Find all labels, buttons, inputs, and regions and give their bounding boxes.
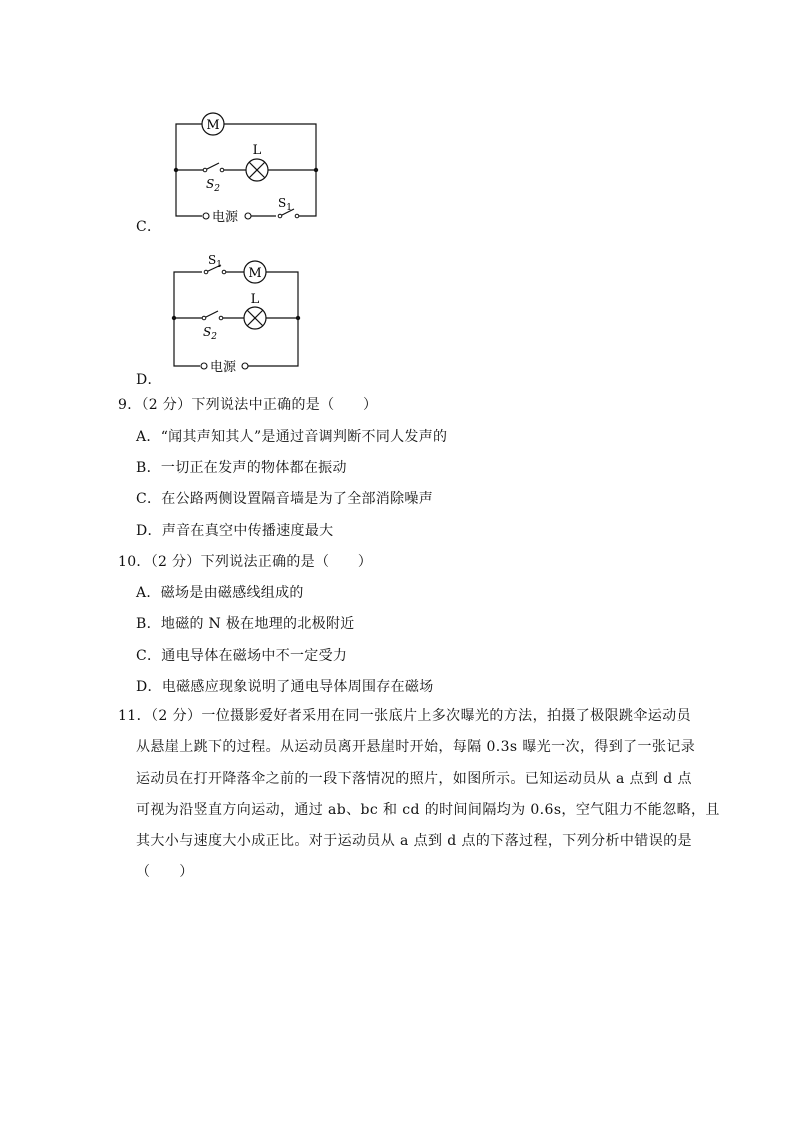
question-11-line-4: 可视为沿竖直方向运动，通过 ab、bc 和 cd 的时间间隔均为 0.6s，空气阻力不能忽略，且 xyxy=(136,802,720,818)
question-10-option-a: A．磁场是由磁感线组成的 xyxy=(136,585,304,601)
motor-symbol xyxy=(202,113,224,135)
svg-text:L: L xyxy=(250,292,260,307)
switch-s1-label: $S_1$ xyxy=(278,196,292,213)
lamp-symbol xyxy=(244,292,266,329)
question-10-option-d: D．电磁感应现象说明了通电导体周围存在磁场 xyxy=(136,679,434,695)
question-11-line-6: （ ） xyxy=(136,864,194,880)
question-10-stem: 10．（2 分）下列说法正确的是（ ） xyxy=(118,554,373,570)
svg-text:L: L xyxy=(252,143,262,158)
svg-text:电源: 电源 xyxy=(212,210,239,225)
question-11-line-3: 运动员在打开降落伞之前的一段下落情况的照片，如图所示。已知运动员从 a 点到 d 点 xyxy=(136,771,692,787)
motor-symbol xyxy=(244,261,266,283)
circuit-diagram-c xyxy=(168,108,348,228)
question-10-option-c: C．通电导体在磁场中不一定受力 xyxy=(136,648,348,664)
question-10-option-b: B．地磁的 N 极在地理的北极附近 xyxy=(136,616,355,632)
option-d-label: D． xyxy=(136,372,162,388)
power-source-symbol xyxy=(201,359,248,375)
lamp-symbol xyxy=(246,143,268,181)
question-9-stem: 9．（2 分）下列说法中正确的是（ ） xyxy=(118,397,378,413)
switch-s1-label: $S_1$ xyxy=(208,253,222,270)
svg-text:M: M xyxy=(206,118,220,133)
power-source-symbol xyxy=(203,209,251,225)
question-9-option-d: D．声音在真空中传播速度最大 xyxy=(136,523,334,539)
option-c-label: C． xyxy=(136,219,162,235)
question-11-line-5: 其大小与速度大小成正比。对于运动员从 a 点到 d 点的下落过程，下列分析中错误的是 xyxy=(136,833,692,849)
svg-text:电源: 电源 xyxy=(210,360,237,375)
question-9-option-b: B．一切正在发声的物体都在振动 xyxy=(136,460,347,476)
switch-s2-label: $S_2$ xyxy=(203,325,217,342)
svg-text:M: M xyxy=(248,266,262,281)
question-9-option-c: C．在公路两侧设置隔音墙是为了全部消除噪声 xyxy=(136,491,434,507)
question-11-line-1: 11．（2 分）一位摄影爱好者采用在同一张底片上多次曝光的方法，拍摄了极限跳伞运动员 xyxy=(118,708,691,724)
circuit-diagram-d xyxy=(166,250,316,380)
question-11-line-2: 从悬崖上跳下的过程。从运动员离开悬崖时开始，每隔 0.3s 曝光一次，得到了一张记录 xyxy=(136,739,696,755)
question-9-option-a: A．“闻其声知其人”是通过音调判断不同人发声的 xyxy=(136,429,448,445)
switch-s2-label: $S_2$ xyxy=(206,177,220,194)
